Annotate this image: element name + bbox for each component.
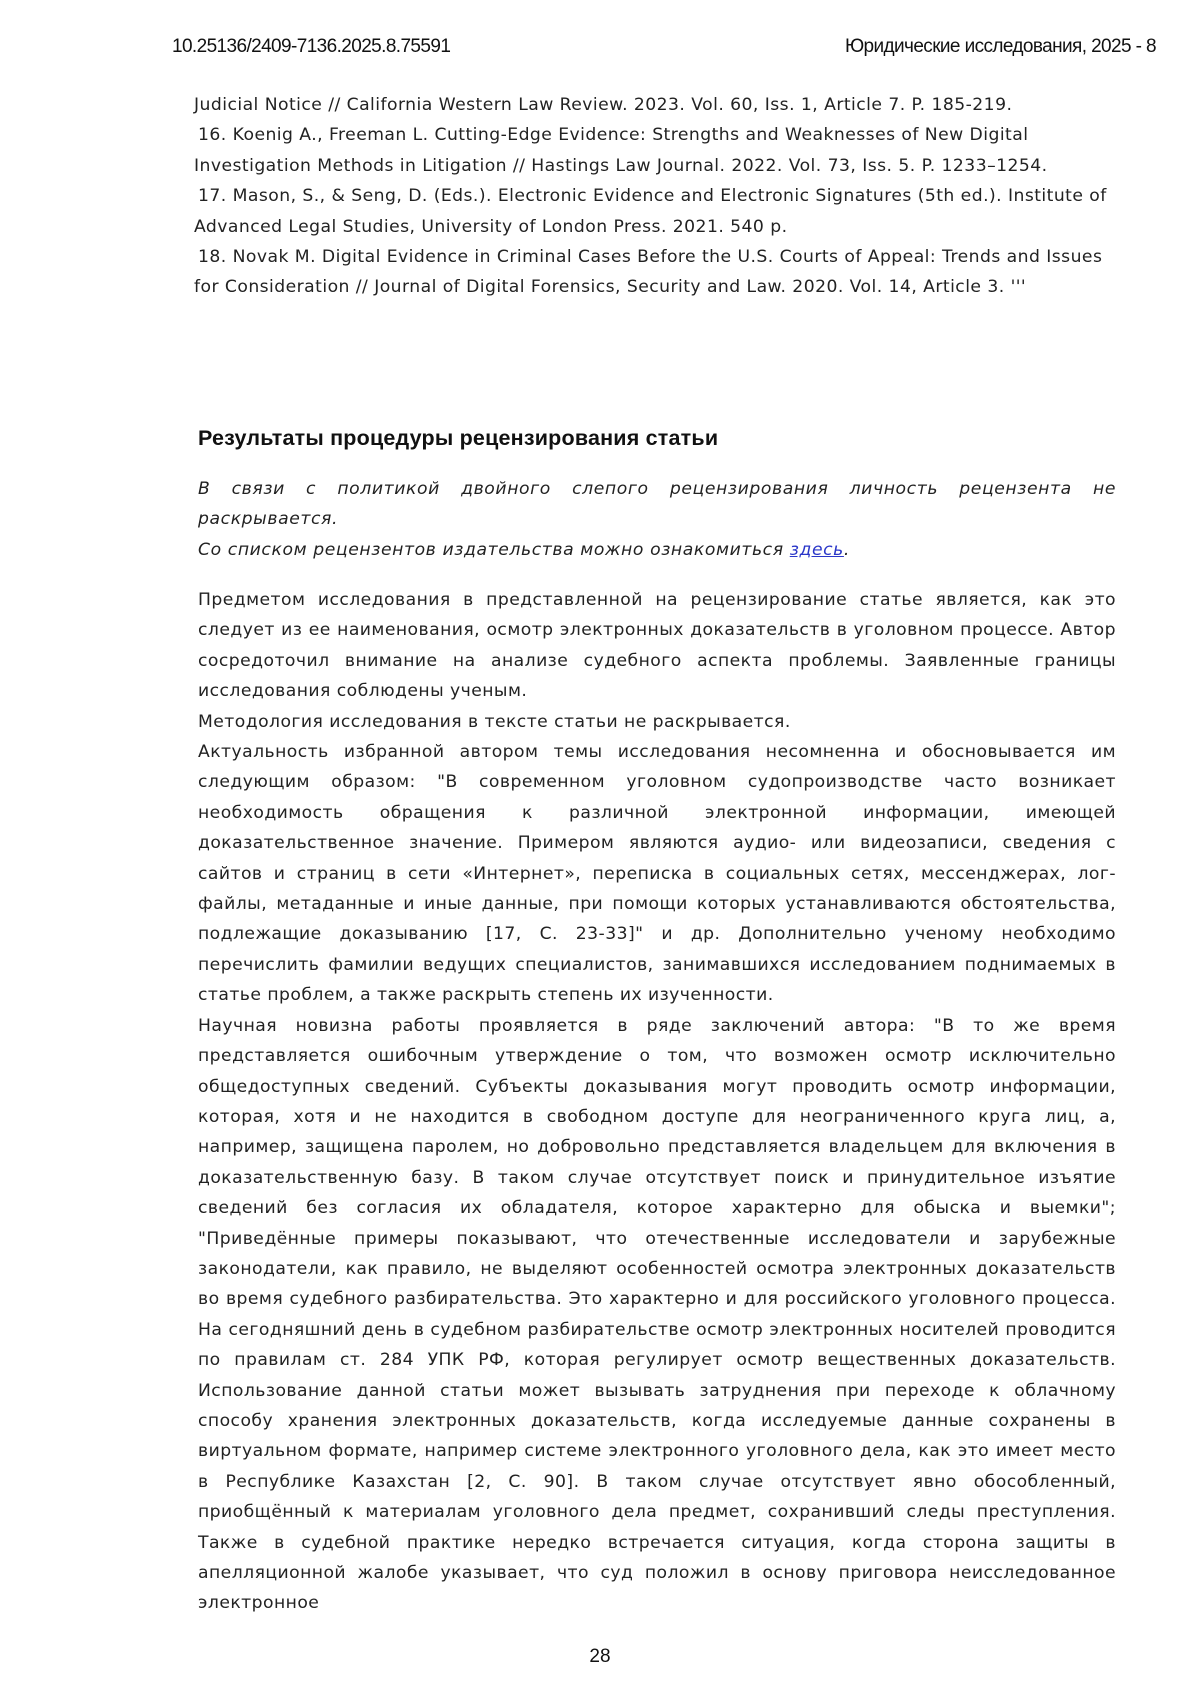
reference-text: Novak M. Digital Evidence in Criminal Cases Before the U.S. Courts of Appeal: Trends and Issues for Consideration // Journal of Digital Forensics, Security and Law. 2020. Vol. 14, Article 3. '''	[194, 247, 1103, 298]
review-paragraph: Научная новизна работы проявляется в ряде заключений автора: "В то же время представляется ошибочным утверждение о том, что возможен осмотр исключительно общедоступных сведений. Субъекты доказывания могут проводить осмотр информации, которая, хотя и не находится в свободном доступе для неограниченного круга лиц, а, например, защищена паролем, но добровольно представляется владельцем для включения в доказательственную базу. В таком случае отсутствует поиск и принудительное изъятие сведений без согласия их обладателя, которое характерно для обыска и выемки"; "Приведённые примеры показывают, что отечественные исследователи и зарубежные законодатели, как правило, не выделяют особенностей осмотра электронных доказательств во время судебного разбирательства. Это характерно и для российского уголовного процесса. На сегодняшний день в судебном разбирательстве осмотр электронных носителей проводится по правилам ст. 284 УПК РФ, которая регулирует осмотр вещественных доказательств. Использование данной статьи может вызывать затруднения при переходе к облачному способу хранения электронных доказательств, когда исследуемые данные сохранены в виртуальном формате, например системе электронного уголовного дела, как это имеет место в Республике Казахстан [2, С. 90]. В таком случае отсутствует явно обособленный, приобщённый к материалам уголовного дела предмет, сохранивший следы преступления. Также в судебной практике нередко встречается ситуация, когда сторона защиты в апелляционной жалобе указывает, что суд положил в основу приговора неисследованное электронное	[198, 1015, 1116, 1614]
reference-text: Koenig A., Freeman L. Cutting-Edge Evidence: Strengths and Weaknesses of New Digital Investigation Methods in Litigation // Hastings Law Journal. 2022. Vol. 73, Iss. 5. P. 1233–1254.	[194, 125, 1048, 176]
reference-number: 18.	[198, 247, 227, 268]
reference-item	[194, 120, 1114, 181]
review-notice	[198, 474, 1116, 565]
review-body	[198, 585, 1116, 1619]
journal-title: Юридические исследования, 2025 - 8	[844, 36, 1156, 57]
review-paragraph: Методология исследования в тексте статьи не раскрывается.	[198, 711, 791, 732]
reviewers-link[interactable]: здесь	[789, 539, 844, 560]
reference-item	[194, 181, 1114, 242]
notice-reviewers-list	[198, 535, 1116, 565]
review-paragraph: Предметом исследования в представленной на рецензирование статье является, как это следует из ее наименования, осмотр электронных доказательств в уголовном процессе. Автор сосредоточил внимание на анализе судебного аспекта проблемы. Заявленные границы исследования соблюдены ученым.	[198, 590, 1116, 702]
reference-item	[194, 242, 1114, 303]
page-number: 28	[589, 1646, 611, 1667]
review-section-title: Результаты процедуры рецензирования статьи	[198, 426, 719, 450]
reference-item	[194, 90, 1114, 120]
references-list	[194, 90, 1114, 303]
page-header	[172, 36, 1156, 62]
notice-prefix: Со списком рецензентов издательства можно ознакомиться	[198, 539, 790, 560]
reference-number: 17.	[198, 186, 227, 207]
notice-anonymity: В связи с политикой двойного слепого рецензирования личность рецензента не раскрывается.	[198, 479, 1116, 530]
reference-text: Mason, S., & Seng, D. (Eds.). Electronic Evidence and Electronic Signatures (5th ed.). Institute of Advanced Legal Studies, University of London Press. 2021. 540 p.	[194, 186, 1107, 237]
review-paragraph: Актуальность избранной автором темы исследования несомненна и обосновывается им следующим образом: "В современном уголовном судопроизводстве часто возникает необходимость обращения к различной электронной информации, имеющей доказательственное значение. Примером являются аудио- или видеозаписи, сведения с сайтов и страниц в сети «Интернет», переписка в социальных сетях, мессенджерах, лог-файлы, метаданные и иные данные, при помощи которых устанавливаются обстоятельства, подлежащие доказыванию [17, С. 23-33]" и др. Дополнительно ученому необходимо перечислить фамилии ведущих специалистов, занимавшихся исследованием поднимаемых в статье проблем, а также раскрыть степень их изученности.	[198, 742, 1116, 1006]
reference-number: 16.	[198, 125, 227, 146]
doi-text: 10.25136/2409-7136.2025.8.75591	[172, 36, 451, 57]
notice-suffix: .	[843, 539, 850, 560]
reference-text: Judicial Notice // California Western Law Review. 2023. Vol. 60, Iss. 1, Article 7. P. 185-219.	[194, 95, 1013, 115]
